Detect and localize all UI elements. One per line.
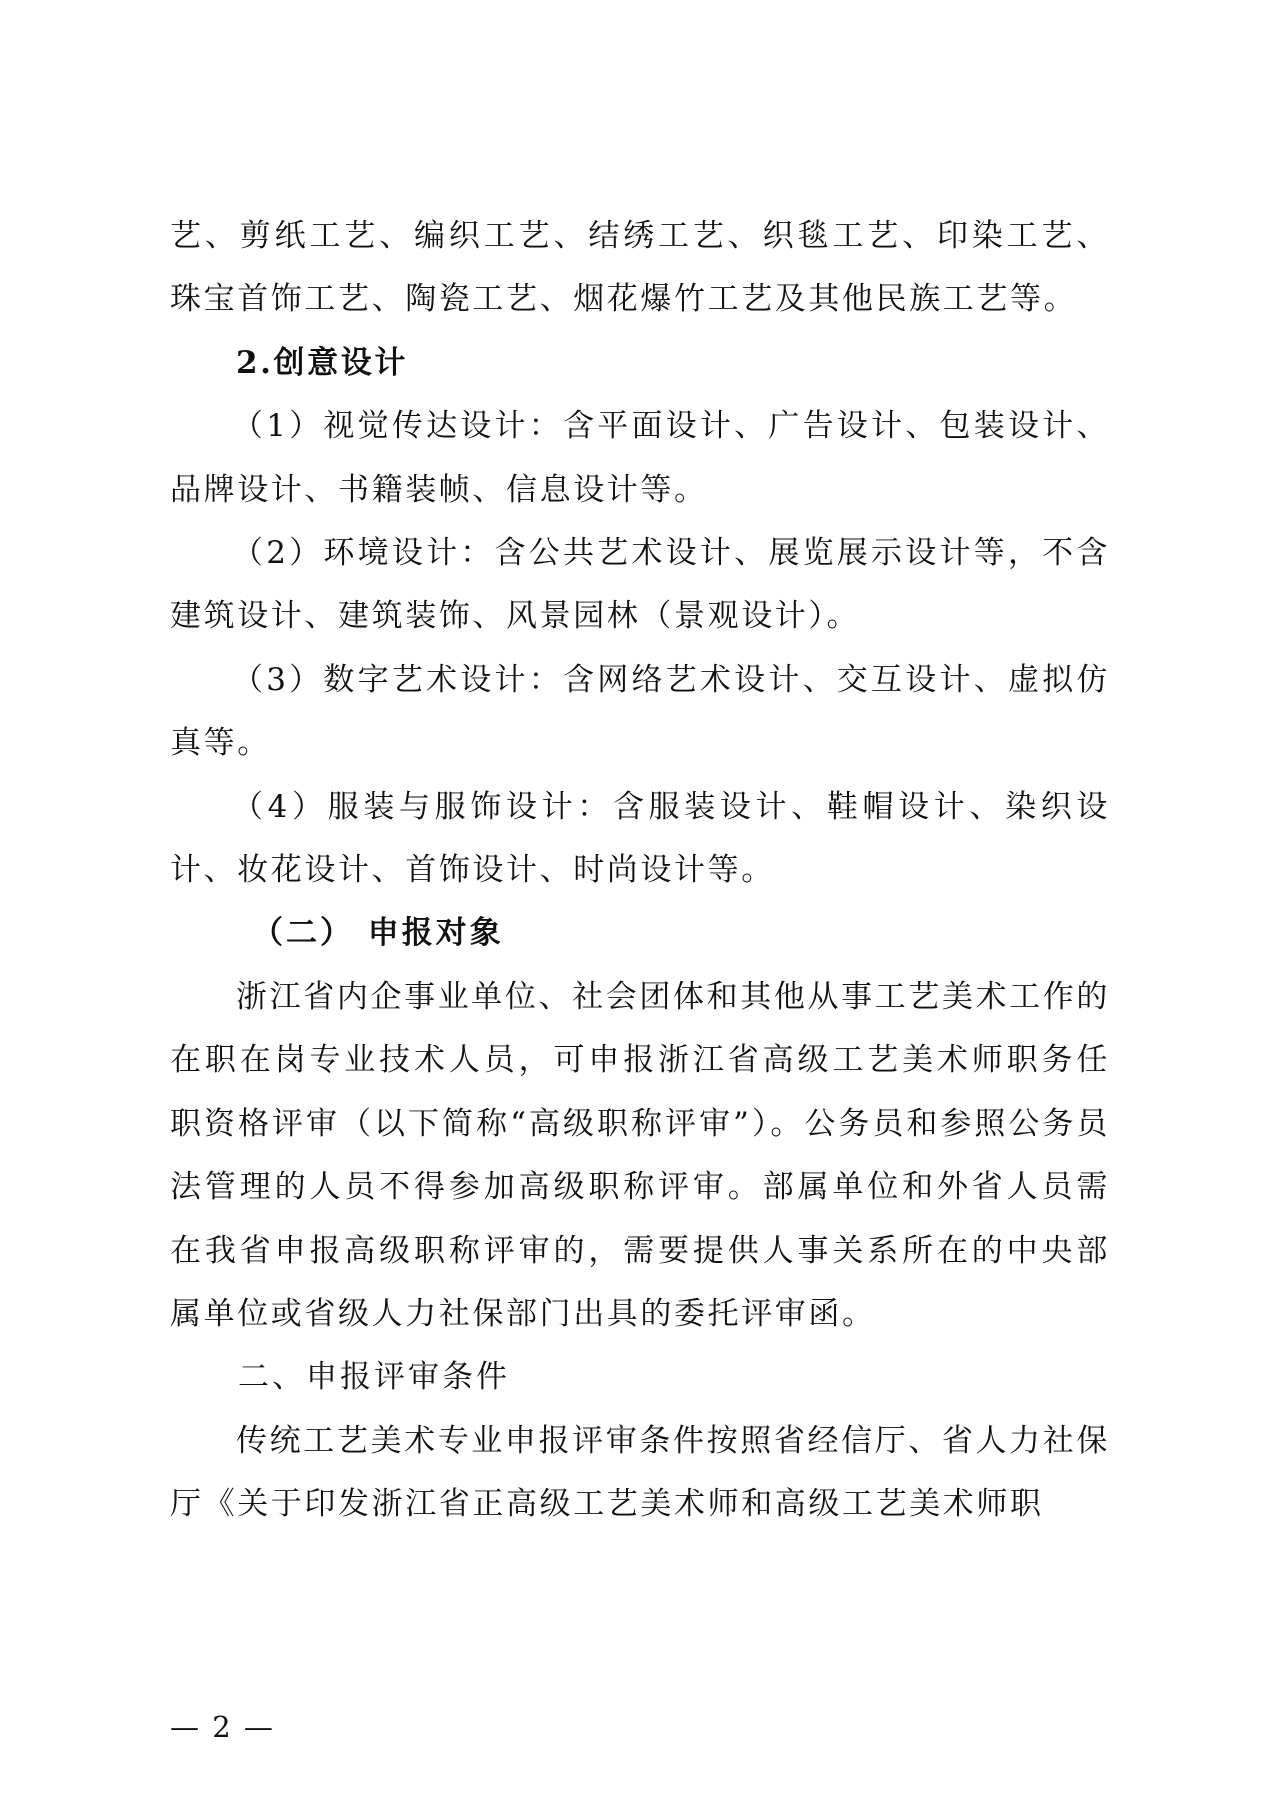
paragraph-craft-list: 艺、剪纸工艺、编织工艺、结绣工艺、织毯工艺、印染工艺、珠宝首饰工艺、陶瓷工艺、烟花爆竹工艺及其他民族工艺等。 (170, 218, 1110, 318)
paragraph-review-conditions: 传统工艺美术专业申报评审条件按照省经信厅、省人力社保厅《关于印发浙江省正高级工艺美术师和高级工艺美术师职 (170, 1422, 1110, 1523)
paragraph-visual-design: （1）视觉传达设计：含平面设计、广告设计、包装设计、品牌设计、书籍装帧、信息设计等。 (170, 408, 1110, 508)
heading-creative-design: 2.创意设计 (236, 344, 408, 381)
heading-review-conditions: 二、申报评审条件 (238, 1359, 510, 1396)
heading-application-target: （二） 申报对象 (252, 915, 504, 952)
paragraph-environment-design: （2）环境设计：含公共艺术设计、展览展示设计等，不含建筑设计、建筑装饰、风景园林（景观设计）。 (170, 535, 1110, 635)
document-body (170, 205, 1110, 1537)
paragraph-application-target: 浙江省内企事业单位、社会团体和其他从事工艺美术工作的在职在岗专业技术人员，可申报浙江省高级工艺美术师职务任职资格评审（以下简称“高级职称评审”）。公务员和参照公务员法管理的人员不得参加高级职称评审。部属单位和外省人员需在我省申报高级职称评审的，需要提供人事关系所在的中央部属单位或省级人力社保部门出具的委托评审函。 (170, 978, 1110, 1332)
paragraph-fashion-design: （4）服装与服饰设计：含服装设计、鞋帽设计、染织设计、妆花设计、首饰设计、时尚设计等。 (170, 788, 1110, 889)
paragraph-digital-design: （3）数字艺术设计：含网络艺术设计、交互设计、虚拟仿真等。 (170, 661, 1110, 762)
page-number: — 2 — (170, 1710, 275, 1744)
